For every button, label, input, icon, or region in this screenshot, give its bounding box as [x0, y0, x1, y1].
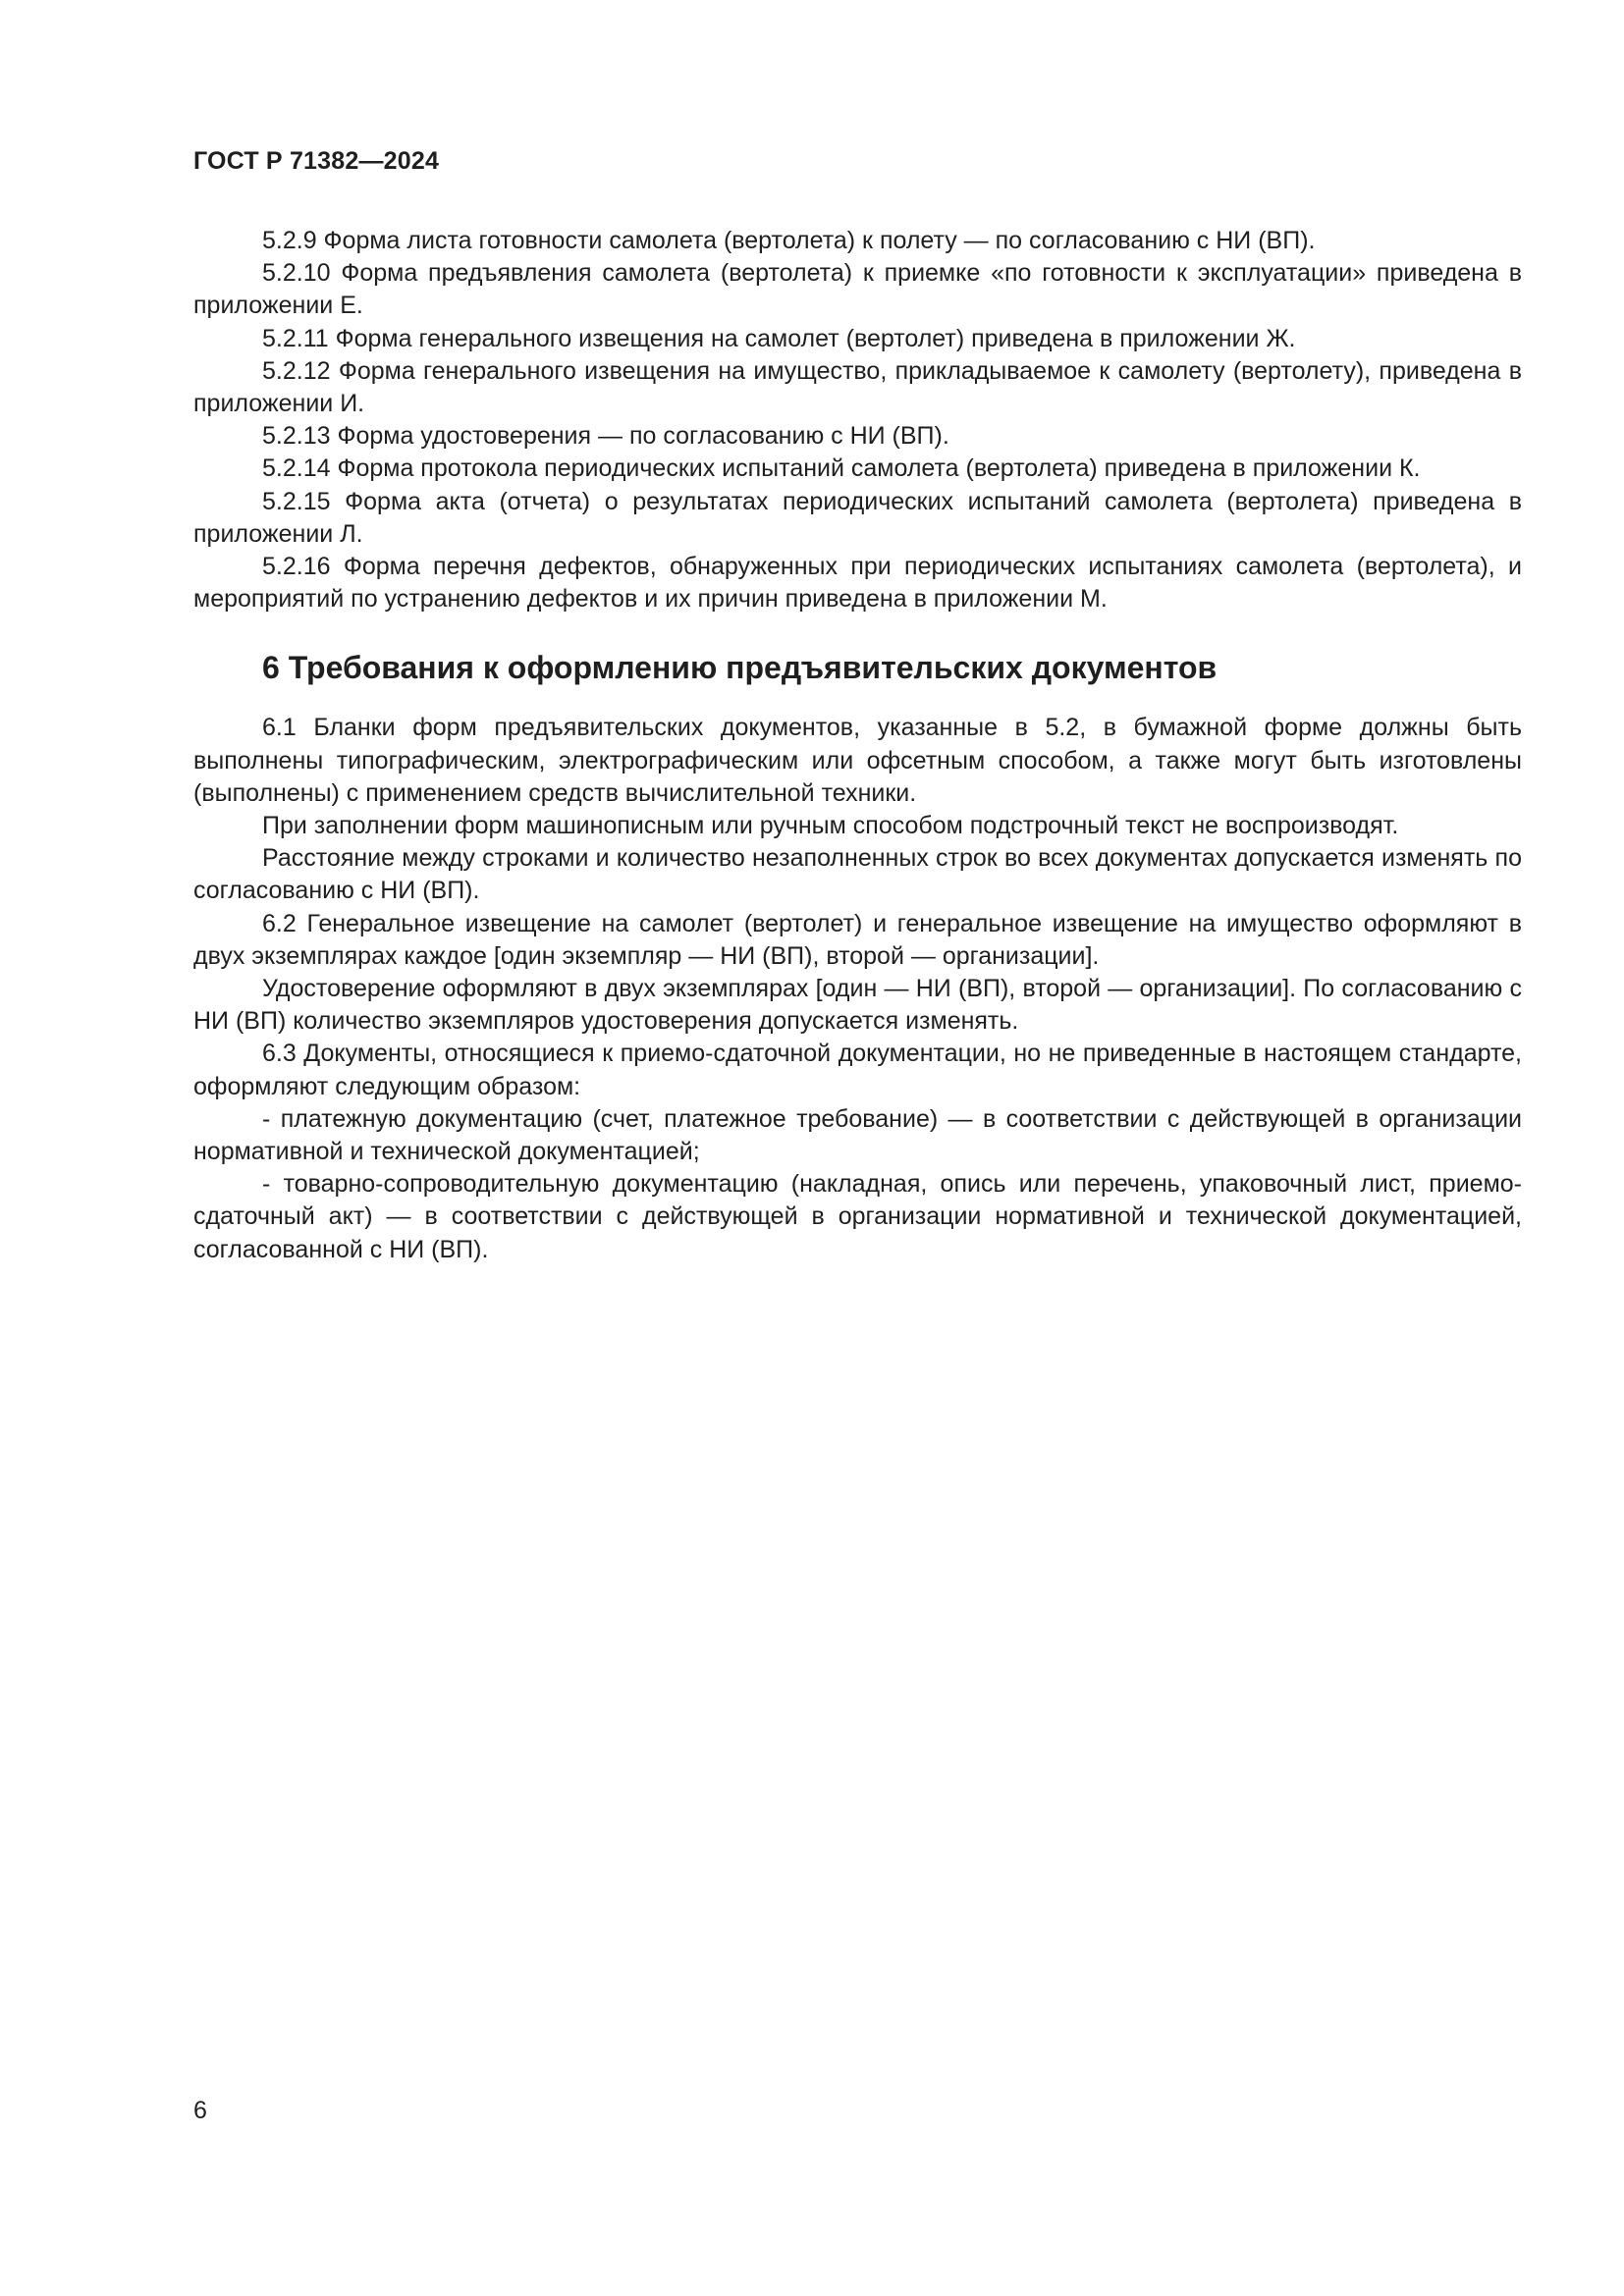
section-6-title: 6 Требования к оформлению предъявительских документов [262, 650, 1218, 686]
paragraph-5-2-10: 5.2.10 Форма предъявления самолета (вертолета) к приемке «по готовности к эксплуатации» приведена в приложении Е. [193, 259, 1522, 320]
paragraph-6-1-subtext: При заполнении форм машинописным или ручным способом подстрочный текст не воспроизводят. [262, 812, 1399, 840]
paragraph-5-2-13: 5.2.13 Форма удостоверения — по согласованию с НИ (ВП). [262, 422, 949, 451]
list-item-payment-docs: - платежную документацию (счет, платежное требование) — в соответствии с действующей в организации нормативной и технической документацией; [193, 1104, 1522, 1166]
paragraph-5-2-11: 5.2.11 Форма генерального извещения на самолет (вертолет) приведена в приложении Ж. [262, 324, 1296, 352]
paragraph-6-3: 6.3 Документы, относящиеся к приемо-сдаточной документации, но не приведенные в настоящем стандарте, оформляют следующим образом: [193, 1040, 1522, 1100]
list-item-shipping-docs: - товарно-сопроводительную документацию (накладная, опись или перечень, упаковочный лист, приемо-сдаточный акт) — в соответствии с действующей в организации нормативной и технической документацией, согласованной с НИ (ВП). [193, 1170, 1522, 1263]
document-body [193, 225, 1522, 1266]
document-header: ГОСТ Р 71382—2024 [193, 147, 440, 175]
paragraph-5-2-16: 5.2.16 Форма перечня дефектов, обнаруженных при периодических испытаниях самолета (вертолета), и мероприятий по устранению дефектов и их причин приведена в приложении М. [193, 553, 1522, 614]
paragraph-6-2: 6.2 Генеральное извещение на самолет (вертолет) и генеральное извещение на имущество оформляют в двух экземплярах каждое [один экземпляр — НИ (ВП), второй — организации]. [193, 909, 1522, 970]
page-number: 6 [193, 2097, 207, 2124]
paragraph-5-2-12: 5.2.12 Форма генерального извещения на имущество, прикладываемое к самолету (вертолету), приведена в приложении И. [193, 356, 1522, 418]
paragraph-5-2-9: 5.2.9 Форма листа готовности самолета (вертолета) к полету — по согласованию с НИ (ВП). [262, 227, 1316, 254]
paragraph-5-2-14: 5.2.14 Форма протокола периодических испытаний самолета (вертолета) приведена в приложении К. [262, 454, 1421, 483]
paragraph-6-1: 6.1 Бланки форм предъявительских документов, указанные в 5.2, в бумажной форме должны быть выполнены типографическим, электрографическим или офсетным способом, а также могут быть изготовлены (выполнены) с применением средств вычислительной техники. [193, 714, 1522, 807]
paragraph-6-1-spacing: Расстояние между строками и количество незаполненных строк во всех документах допускается изменять по согласованию с НИ (ВП). [193, 844, 1522, 905]
paragraph-5-2-15: 5.2.15 Форма акта (отчета) о результатах периодических испытаний самолета (вертолета) приведена в приложении Л. [193, 487, 1522, 548]
paragraph-6-2-certificate: Удостоверение оформляют в двух экземплярах [один — НИ (ВП), второй — организации]. По согласованию с НИ (ВП) количество экземпляров удостоверения допускается изменять. [193, 975, 1522, 1036]
